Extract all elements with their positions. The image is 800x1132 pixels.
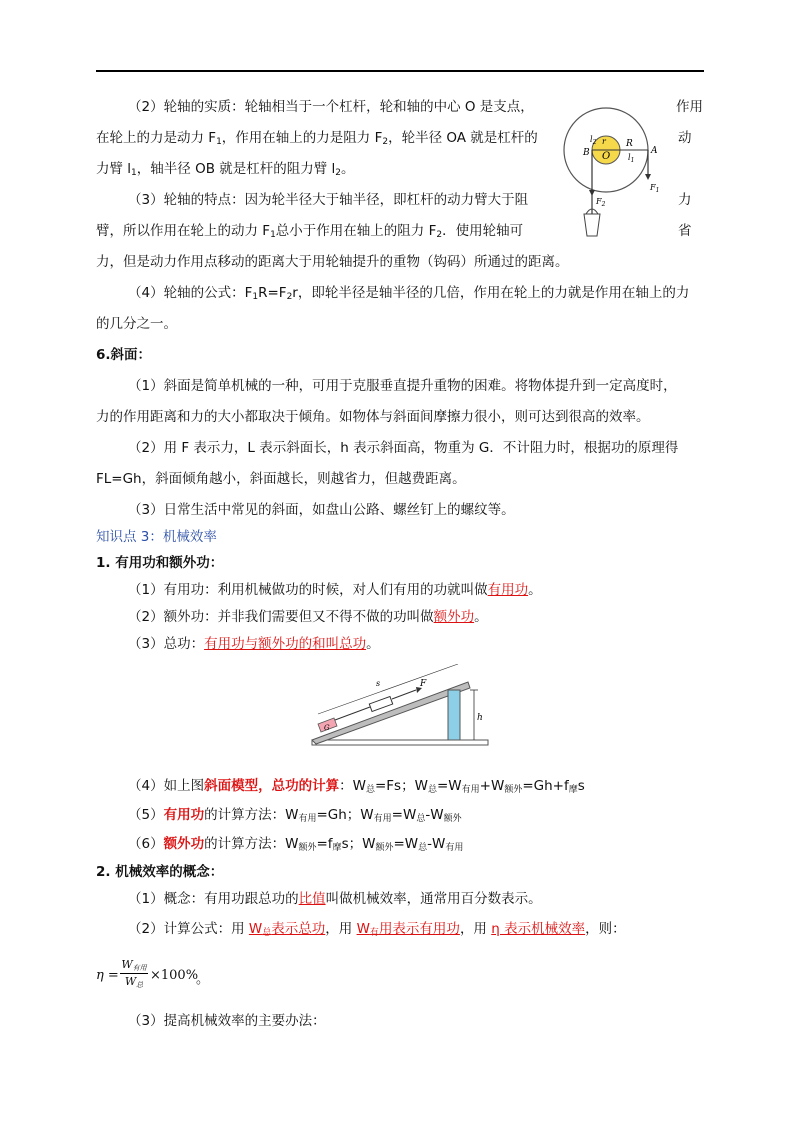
efficiency-symbol: η 表示机械效率: [491, 921, 586, 937]
text: =Gh+f: [522, 778, 569, 794]
useful-work-bold: 有用功: [163, 807, 205, 823]
sub: 总: [136, 981, 144, 989]
wheel-feature-line-2-tail: 省: [678, 223, 692, 239]
label-r: r: [602, 137, 606, 146]
text: 用表示有用功: [378, 921, 460, 937]
text: 。: [366, 636, 380, 652]
label-s: s: [376, 679, 381, 688]
sub: 总: [427, 785, 437, 795]
label-R: R: [626, 139, 633, 149]
text: （2）轮轴的实质：轮轴相当于一个杠杆，轮和轴的中心 O 是支点，: [128, 99, 534, 115]
incline-p1-line-2: 力的作用距离和力的大小都取决于倾角。如物体与斜面间摩擦力很小，则可达到很高的效率。: [96, 409, 650, 425]
wheel-feature-line-1-tail: 力: [678, 192, 692, 208]
useful-work-term: 有用功: [487, 582, 529, 598]
knowledge-point-3-title: 知识点 3：机械效率: [96, 529, 217, 545]
eta-symbol: η =: [96, 968, 119, 983]
text: （5）: [128, 807, 164, 823]
efficiency-formula-desc: [128, 919, 704, 939]
sub: 总: [262, 928, 272, 938]
sub: 总: [418, 843, 428, 853]
label-A: A: [651, 146, 658, 156]
wheel-essence-line-3: 力臂 $l_1$，轴半径 OB 就是杠杆的阻力臂 $l_2$。: [96, 161, 355, 178]
wheel-axle-figure: [562, 98, 674, 248]
text: 。: [528, 582, 542, 598]
text: （3）总功：: [128, 636, 205, 652]
f2-arrow: [589, 190, 595, 196]
total-work-def: [128, 634, 704, 654]
incline-p2-line-1: （2）用 F 表示力，L 表示斜面长，h 表示斜面高，物重为 G．不计阻力时，根据功的原理得: [128, 440, 679, 456]
label-F: F: [420, 679, 427, 689]
text: 。: [341, 161, 355, 177]
incline-model-term: 斜面模型，总功的计算: [204, 778, 340, 794]
bucket: [584, 214, 600, 236]
text: =W: [436, 778, 462, 794]
calc-useful-work: [128, 805, 704, 825]
sub: 额外: [375, 843, 394, 853]
wheel-feature-line-2: 臂，所以作用在轮上的动力 $F_1$总小于作用在轴上的阻力 $F_2$．使用轮轴可: [96, 223, 524, 240]
text: （4）如上图: [128, 778, 205, 794]
text: W: [248, 921, 263, 937]
text: 总小于作用在轴上的阻力 F: [275, 223, 437, 239]
label-l1: $l_1$: [628, 153, 635, 164]
support-block: [448, 690, 460, 740]
sub: 额外: [298, 843, 317, 853]
label-G: G: [324, 724, 330, 732]
text: ，用: [325, 921, 357, 937]
total-work-symbol: [249, 921, 325, 937]
ground: [312, 740, 488, 745]
sub: 有用: [445, 843, 464, 853]
formula-period: 。: [196, 972, 210, 987]
improve-efficiency-heading: （3）提高机械效率的主要办法：: [128, 1013, 326, 1029]
incline-p3: （3）日常生活中常见的斜面，如盘山公路、螺丝钉上的螺纹等。: [128, 502, 515, 518]
text: （2）额外功：并非我们需要但又不得不做的功叫做: [128, 609, 434, 625]
label-O: O: [602, 151, 611, 162]
sub: 摩: [568, 785, 578, 795]
text: ，则：: [585, 921, 626, 937]
text: （6）: [128, 836, 164, 852]
text: 表示总功: [271, 921, 326, 937]
label-l2: $l_2$: [590, 135, 597, 146]
text: 的计算方法：W: [204, 807, 299, 823]
total-work-term: 有用功与额外功的和叫总功: [204, 636, 367, 652]
text: W: [356, 921, 370, 937]
text: ．使用轮轴可: [442, 223, 524, 239]
text: 力臂 l: [96, 161, 132, 177]
pull-line: [392, 690, 416, 699]
header-rule: [96, 70, 704, 72]
text: s: [577, 778, 585, 794]
rope: [335, 707, 370, 720]
text: =W: [391, 807, 417, 823]
text: =Fs；W: [374, 778, 428, 794]
extra-work-def: [128, 607, 704, 627]
distance-line: [318, 664, 458, 714]
f1-arrow: [645, 174, 651, 180]
text: （2）计算公式：用: [128, 921, 249, 937]
sub: 摩: [332, 843, 342, 853]
text: ，轴半径 OB 就是杠杆的阻力臂 l: [136, 161, 336, 177]
fraction-numerator: [120, 958, 148, 974]
section-1-heading: 1. 有用功和额外功：: [96, 555, 224, 571]
sub: 有用: [298, 814, 317, 824]
incline-figure: [308, 664, 492, 752]
text: 在轮上的力是动力 F: [96, 130, 217, 146]
sub: 总: [365, 785, 375, 795]
text: r，即轮半径是轴半径的几倍，作用在轮上的力就是作用在轴上的力: [292, 285, 690, 301]
sub: 有用: [132, 964, 147, 972]
text: -W: [427, 836, 446, 852]
text: -W: [425, 807, 444, 823]
wheel-formula-line-2: 的几分之一。: [96, 316, 177, 332]
percent-factor: ×100%: [150, 968, 199, 983]
sub: 总: [416, 814, 426, 824]
text: ，轮半径 OA 就是杠杆的: [388, 130, 538, 146]
text: （1）有用功：利用机械做功的时候，对人们有用的功就叫做: [128, 582, 488, 598]
text: =W: [393, 836, 419, 852]
text: s；W: [341, 836, 376, 852]
spring-scale: [369, 696, 392, 711]
text: ，作用在轴上的力是阻力 F: [221, 130, 383, 146]
wheel-essence-line-2: 在轮上的力是动力 $F_1$，作用在轴上的力是阻力 $F_2$，轮半径 OA 就是杠杆的: [96, 130, 538, 147]
incline-p2-line-2: FL=Gh，斜面倾角越小，斜面越长，则越省力，但越费距离。: [96, 471, 466, 487]
label-h: h: [477, 713, 483, 723]
wheel-essence-line-2-tail: 动: [678, 130, 692, 146]
label-B: B: [583, 148, 590, 158]
text: W: [124, 975, 137, 988]
wheel-feature-line-3: 力，但是动力作用点移动的距离大于用轮轴提升的重物（钩码）所通过的距离。: [96, 254, 569, 270]
text: 叫做机械效率，通常用百分数表示。: [325, 891, 542, 907]
wheel-formula-line-1: （4）轮轴的公式：$F_1R=F_2r$，即轮半径是轴半径的几倍，作用在轮上的力就是作用在轴上的力: [128, 285, 690, 302]
text: 臂，所以作用在轮上的动力 F: [96, 223, 271, 239]
text: W: [121, 958, 133, 971]
incline-p1-line-1: （1）斜面是简单机械的一种，可用于克服垂直提升重物的困难。将物体提升到一定高度时，: [128, 378, 677, 394]
incline-heading: 6.斜面：: [96, 347, 152, 363]
text: （1）概念：有用功跟总功的: [128, 891, 299, 907]
calc-extra-work: [128, 834, 704, 854]
sub: 额外: [443, 814, 462, 824]
sub: 额外: [504, 785, 523, 795]
fraction-denominator: [120, 975, 148, 990]
text: 的计算方法：W: [204, 836, 299, 852]
text: （3）轮轴的特点：因为轮半径大于轴半径，即杠杆的动力臂大于阻: [128, 192, 529, 208]
sub: 有: [369, 928, 379, 938]
useful-work-symbol: [357, 921, 460, 937]
incline-plane: [312, 682, 470, 744]
efficiency-concept: [128, 889, 704, 909]
wheel-essence-line-1-tail: 作用: [676, 99, 703, 115]
text: +W: [479, 778, 505, 794]
text: ：W: [339, 778, 366, 794]
label-F2: $F_2$: [596, 197, 606, 208]
text: ，用: [459, 921, 492, 937]
text: 。: [474, 609, 488, 625]
ratio-term: 比值: [298, 891, 326, 907]
useful-work-def: [128, 580, 704, 600]
text: =Gh；W: [316, 807, 374, 823]
text: =f: [316, 836, 333, 852]
text: R=F: [258, 285, 287, 301]
section-2-heading: 2. 机械效率的概念：: [96, 864, 224, 880]
label-F1: $F_1$: [650, 183, 660, 194]
sub: 有用: [373, 814, 392, 824]
text: （4）轮轴的公式：F: [128, 285, 253, 301]
extra-work-bold: 额外功: [163, 836, 205, 852]
sub: 有用: [461, 785, 480, 795]
extra-work-term: 额外功: [433, 609, 475, 625]
calc-total-work: [128, 776, 704, 796]
